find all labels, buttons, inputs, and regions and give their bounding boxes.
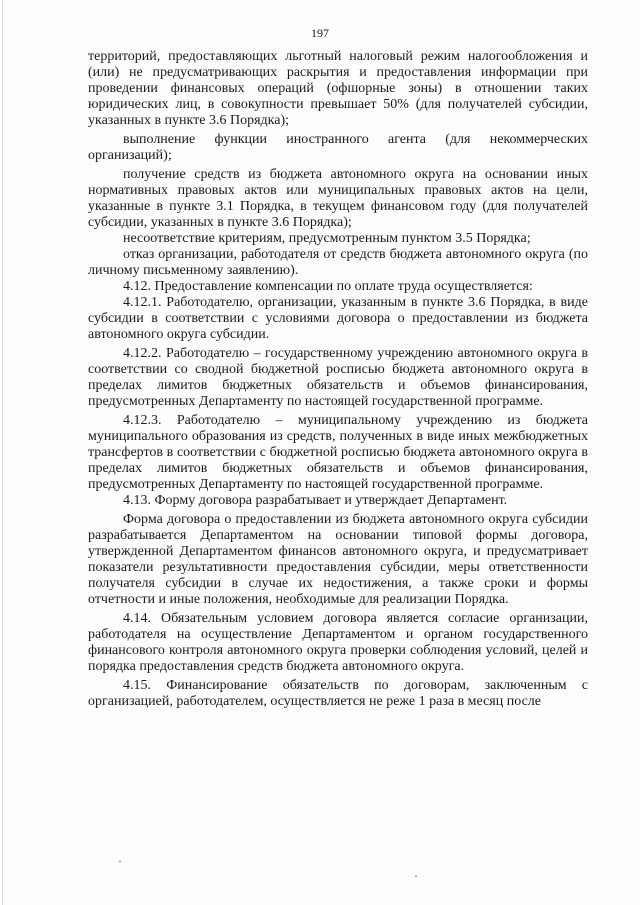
paragraph-4-14: 4.14. Обязательным условием договора является согласие организации, работодателя на осуществление Департаментом и органом государственного финансового контроля автономного округа проверки соблюдения условий, целей и порядка предоставления средств бюджета автономного округа. [88, 611, 588, 674]
paragraph-other-funding: получение средств из бюджета автономного округа на основании иных нормативных правовых актов или муниципальных правовых актов на цели, указанные в пункте 3.1 Порядка, в текущем финансовом году (для получателей субсидии, указанных в пункте 3.6 Порядка); [88, 167, 588, 230]
paragraph-contract-form: Форма договора о предоставлении из бюджета автономного округа субсидии разрабатывается Департаментом на основании типовой формы договора, утвержденной Департаментом финансов автономного округа, и предусматривает показатели результативности предоставления субсидии, меры ответственности получателя субсидии в случае их недостижения, а также сроки и формы отчетности и иные положения, необходимые для реализации Порядка. [88, 512, 588, 607]
scan-speck: · [118, 854, 122, 868]
paragraph-4-15: 4.15. Финансирование обязательств по договорам, заключенным с организацией, работодателем, осуществляется не реже 1 раза в месяц после [88, 678, 588, 709]
paragraph-criteria-mismatch: несоответствие критериям, предусмотренным пунктом 3.5 Порядка; [123, 231, 531, 246]
paragraph-4-12-2: 4.12.2. Работодателю – государственному учреждению автономного округа в соответствии со сводной бюджетной росписью бюджета автономного округа в пределах лимитов бюджетных обязательств и объемов финансирования, предусмотренных Департаменту по настоящей государственной программе. [88, 346, 588, 409]
document-body [88, 49, 588, 710]
paragraph-offshore-zones: территорий, предоставляющих льготный налоговый режим налогообложения и (или) не предусматривающих раскрытия и предоставления информации при проведении финансовых операций (офшорные зоны) в отношении таких юридических лиц, в совокупности превышает 50% (для получателей субсидии, указанных в пункте 3.6 Порядка); [88, 49, 588, 128]
paragraph-4-12-3: 4.12.3. Работодателю – муниципальному учреждению из бюджета муниципального образования из средств, полученных в виде иных межбюджетных трансфертов в соответствии с бюджетной росписью бюджета автономного округа в пределах лимитов бюджетных обязательств и объемов финансирования, предусмотренных Департаменту по настоящей государственной программе. [88, 413, 588, 492]
scan-edge-line [2, 0, 3, 905]
page-number: 197 [311, 26, 329, 40]
paragraph-4-12-1: 4.12.1. Работодателю, организации, указанным в пункте 3.6 Порядка, в виде субсидии в соответствии с условиями договора о предоставлении из бюджета автономного округа субсидии. [88, 295, 588, 342]
scan-speck: · [414, 869, 418, 883]
paragraph-foreign-agent: выполнение функции иностранного агента (для некоммерческих организаций); [88, 132, 588, 163]
paragraph-4-12: 4.12. Предоставление компенсации по оплате труда осуществляется: [123, 279, 533, 294]
paragraph-4-13: 4.13. Форму договора разрабатывает и утверждает Департамент. [123, 493, 508, 508]
paragraph-refusal: отказ организации, работодателя от средств бюджета автономного округа (по личному письменному заявлению). [88, 247, 588, 278]
